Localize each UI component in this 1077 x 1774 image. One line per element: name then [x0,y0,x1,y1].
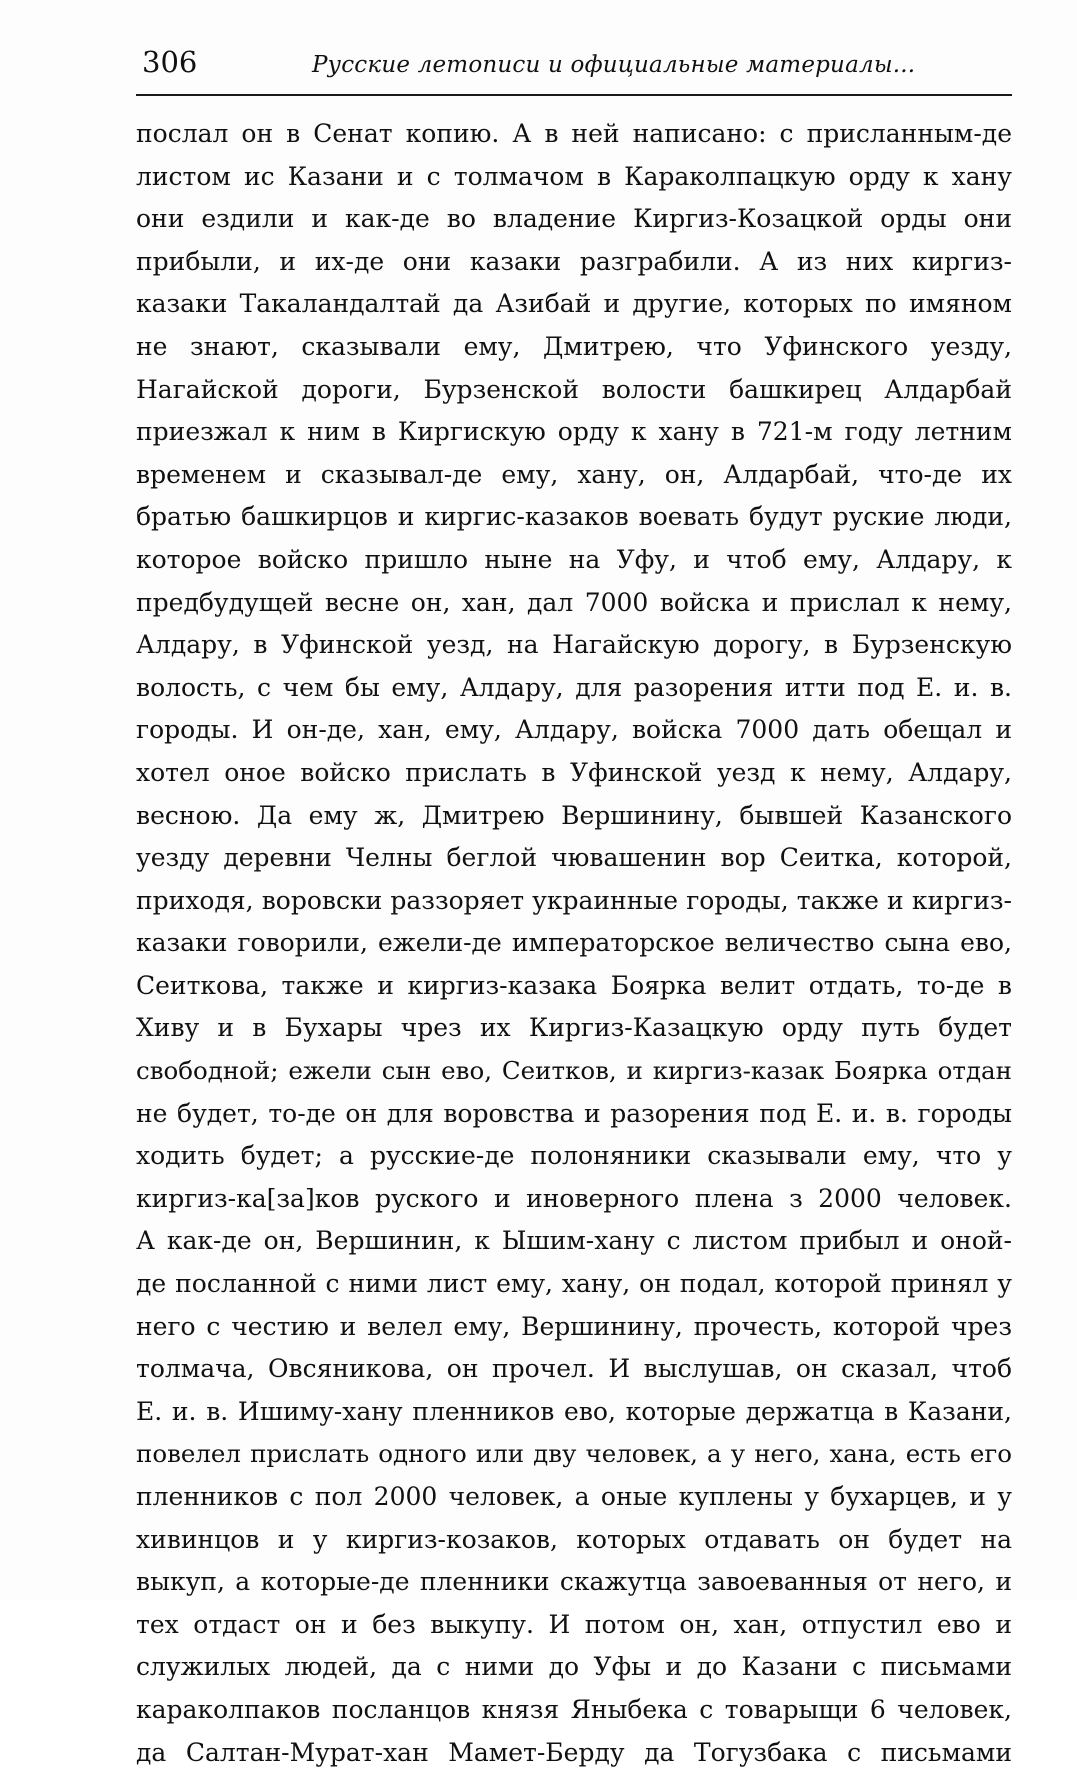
text-line: они ездили и как-де во владение Киргиз-Козацкой орды они [136,204,1012,234]
text-line: выкуп, а которые-де пленники скажутца завоеванныя от него, и [136,1567,1012,1597]
text-line: Нагайской дороги, Бурзенской волости башкирец Алдарбай [136,374,1012,404]
text-line: ходить будет; а русские-де полоняники сказывали ему, что у [136,1141,1012,1171]
text-line: казаки Такаландалтай да Азибай и другие, которых по имяном [136,289,1012,319]
text-line: которое войско пришло ныне на Уфу, и чтоб ему, Алдару, к [136,544,1012,574]
text-line: пленников с пол 2000 человек, а оные куплены у бухарцев, и у [136,1482,1012,1511]
text-line: весною. Да ему ж, Дмитрею Вершинину, бывшей Казанского [136,800,1012,830]
text-line: листом ис Казани и с толмачом в Караколпацкую орду к хану [136,161,1012,191]
text-line: А как-де он, Вершинин, к Ышим-хану с листом прибыл и оной- [136,1226,1012,1256]
text-line: да Салтан-Мурат-хан Мамет-Берду да Тогузбака с письмами [136,1737,1012,1767]
text-line: волость, с чем бы ему, Алдару, для разорения итти под Е. и. в. [136,672,1012,702]
text-line: предбудущей весне он, хан, дал 7000 войска и прислал к нему, [136,587,1012,617]
text-line: Сеиткова, также и киргиз-казака Боярка велит отдать, то-де в [136,970,1012,1000]
text-line: временем и сказывал-де ему, хану, он, Алдарбай, что-де их [136,459,1012,489]
text-line: Алдару, в Уфинской уезд, на Нагайскую дорогу, в Бурзенскую [136,630,1012,660]
running-title: Русские летописи и официальные материалы... [312,52,916,78]
text-line: Е. и. в. Ишиму-хану пленников ево, которые держатца в Казани, [136,1396,1012,1426]
text-line: братью башкирцов и киргис-казаков воевать будут руские люди, [136,502,1012,532]
text-line: повелел прислать одного или дву человек, а у него, хана, есть его [136,1439,1012,1469]
text-line: приходя, воровски раззоряет украинные городы, также и киргиз- [136,885,1012,915]
page-number: 306 [142,45,198,79]
text-line: киргиз-ка[за]ков руского и иноверного плена з 2000 человек. [136,1183,1012,1213]
text-line: тех отдаст он и без выкупу. И потом он, хан, отпустил ево и [136,1609,1012,1639]
text-line: него с честию и велел ему, Вершинину, прочесть, которой чрез [136,1311,1012,1341]
text-line: городы. И он-де, хан, ему, Алдару, войска 7000 дать обещал и [136,715,1012,745]
text-line: хивинцов и у киргиз-козаков, которых отдавать он будет на [136,1524,1012,1554]
body-text [136,113,1012,1774]
text-line: служилых людей, да с ними до Уфы и до Казани с письмами [136,1652,1012,1682]
page-header [136,40,1012,92]
text-line: уезду деревни Челны беглой чювашенин вор Сеитка, которой, [136,843,1012,873]
header-rule [136,94,1012,96]
text-line: толмача, Овсяникова, он прочел. И выслушав, он сказал, чтоб [136,1354,1012,1384]
text-line: не знают, сказывали ему, Дмитрею, что Уфинского уезду, [136,331,1012,361]
text-line: хотел оное войско прислать в Уфинской уезд к нему, Алдару, [136,757,1012,787]
text-line: послал он в Сенат копию. А в ней написано: с присланным-де [136,119,1012,148]
text-line: свободной; ежели сын ево, Сеитков, и киргиз-казак Боярка отдан [136,1056,1012,1086]
text-line: казаки говорили, ежели-де императорское величество сына ево, [136,928,1012,958]
text-line: прибыли, и их-де они казаки разграбили. А из них киргиз- [136,246,1012,276]
text-line: Хиву и в Бухары чрез их Киргиз-Казацкую орду путь будет [136,1013,1012,1043]
text-line: приезжал к ним в Киргискую орду к хану в 721-м году летним [136,417,1012,447]
text-line: де посланной с ними лист ему, хану, он подал, которой принял у [136,1269,1012,1299]
text-line: не будет, то-де он для воровства и разорения под Е. и. в. городы [136,1098,1012,1128]
text-line: караколпаков посланцов князя Яныбека с товарыщи 6 человек, [136,1694,1012,1724]
